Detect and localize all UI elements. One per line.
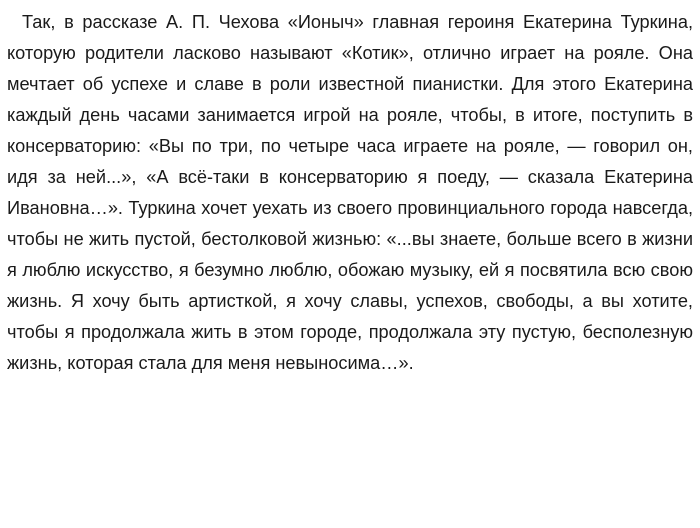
essay-paragraph: Так, в рассказе А. П. Чехова «Ионыч» главная героиня Екатерина Туркина, которую родители ласково называют «Котик», отлично играет на рояле. Она мечтает об успехе и славе в роли известной пианистки. Для этого Екатерина каждый день часами занимается игрой на рояле, чтобы, в итоге, поступить в консерваторию: «Вы по три, по четыре часа играете на рояле, — говорил он, идя за ней...», «А всё-таки в консерваторию я поеду, — сказала Екатерина Ивановна…». Туркина хочет уехать из своего провинциального города навсегда, чтобы не жить пустой, бестолковой жизнью: «...вы знаете, больше всего в жизни я люблю искусство, я безумно люблю, обожаю музыку, ей я посвятила всю свою жизнь. Я хочу быть артисткой, я хочу славы, успехов, свободы, а вы хотите, чтобы я продолжала жить в этом городе, продолжала эту пустую, бесполезную жизнь, которая стала для меня невыносима…». <box>7 12 693 373</box>
